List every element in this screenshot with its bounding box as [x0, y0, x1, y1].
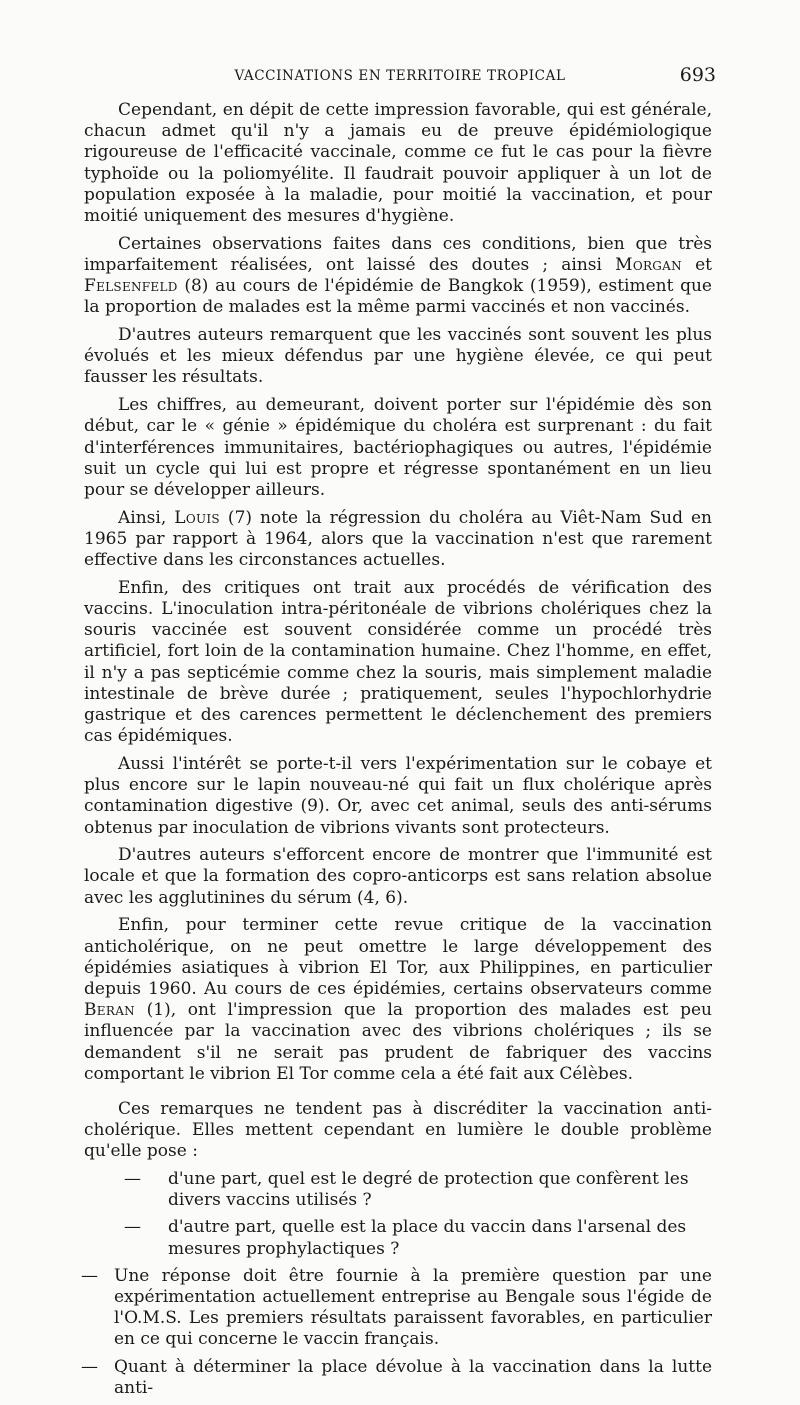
paragraph: Ces remarques ne tendent pas à discréditer la vaccination anti-cholérique. Elles mettent cependant en lumière le double problème qu'elle pose :: [84, 1098, 712, 1162]
dash-marker: —: [81, 1265, 98, 1286]
paragraph: D'autres auteurs s'efforcent encore de montrer que l'immunité est locale et que la formation des copro-anticorps est sans relation absolue avec les agglutinines du sérum (4, 6).: [84, 845, 712, 908]
list-item-text: d'une part, quel est le degré de protection que confèrent les divers vaccins utilisés ?: [168, 1169, 689, 1211]
list-item: [81, 1266, 712, 1351]
text-span: (8) au cours de l'épidémie de Bangkok (1959), estiment que la proportion de malades est la même parmi vaccinés et non vaccinés.: [84, 276, 712, 318]
list-item: [124, 1217, 712, 1259]
text-span: Enfin, pour terminer cette revue critique de la vaccination anticholérique, on ne peut omettre le large développement des épidémies asiatiques à vibrion El Tor, aux Philippines, en particulier depuis 1960. Au cours de ces épidémies, certains observateurs comme: [84, 915, 712, 999]
paragraph: [84, 915, 712, 1085]
text-span: et: [681, 254, 712, 275]
page-number: 693: [679, 64, 716, 86]
dash-marker: —: [124, 1169, 141, 1190]
author-name: Felsenfeld: [84, 276, 178, 297]
list-item-text: Quant à déterminer la place dévolue à la vaccination dans la lutte anti-: [114, 1356, 712, 1398]
paragraph: Cependant, en dépit de cette impression favorable, qui est générale, chacun admet qu'il n'y a jamais eu de preuve épidémiologique rigoureuse de l'efficacité vaccinale, comme ce fut le cas pour la fièvre typhoïde ou la poliomyélite. Il faudrait pouvoir appliquer à un lot de population exposée à la maladie, pour moitié la vaccination, et pour moitié uniquement des mesures d'hygiène.: [84, 100, 712, 227]
author-name: Louis: [174, 507, 220, 528]
list-item-text: Une réponse doit être fournie à la première question par une expérimentation actuellement entreprise au Bengale sous l'égide de l'O.M.S. Les premiers résultats paraissent favorables, en particulier en ce qui concerne le vaccin français.: [114, 1265, 712, 1350]
author-name: Morgan: [615, 254, 682, 275]
text-span: Certaines observations faites dans ces conditions, bien que très imparfaitement réalisées, ont laissé des doutes ; ainsi: [84, 233, 712, 275]
text-span: (1), ont l'impression que la proportion des malades est peu influencée par la vaccination avec des vibrions cholériques ; ils se demandent s'il ne serait pas prudent de fabriquer des vaccins comportant le vibrion El Tor comme cela a été fait aux Célèbes.: [84, 1000, 712, 1084]
paragraph: D'autres auteurs remarquent que les vaccinés sont souvent les plus évolués et les mieux défendus par une hygiène élevée, ce qui peut fausser les résultats.: [84, 325, 712, 388]
paragraph: Enfin, des critiques ont trait aux procédés de vérification des vaccins. L'inoculation intra-péritonéale de vibrions cholériques chez la souris vaccinée est souvent considérée comme un procédé très artificiel, fort loin de la contamination humaine. Chez l'homme, en effet, il n'y a pas septicémie comme chez la souris, mais simplement maladie intestinale de brève durée ; pratiquement, seules l'hypochlorhydrie gastrique et des carences permettent le déclenchement des premiers cas épidémiques.: [84, 577, 712, 747]
paragraph: [84, 234, 712, 319]
text-span: (7) note la régression du choléra au Viêt-Nam Sud en 1965 par rapport à 1964, alors que la vaccination n'est que rarement effective dans les circonstances actuelles.: [84, 507, 712, 571]
body-text: [81, 100, 712, 1405]
running-title: VACCINATIONS EN TERRITOIRE TROPICAL: [234, 68, 566, 84]
paragraph: [84, 508, 712, 572]
paragraph: Les chiffres, au demeurant, doivent porter sur l'épidémie dès son début, car le « génie » épidémique du choléra est surprenant : du fait d'interférences immunitaires, bactériophagiques ou autres, l'épidémie suit un cycle qui lui est propre et régresse spontanément en un lieu pour se développer ailleurs.: [84, 395, 712, 500]
dash-marker: —: [124, 1217, 141, 1238]
list-item-text: d'autre part, quelle est la place du vaccin dans l'arsenal des mesures prophylactiques ?: [168, 1217, 687, 1259]
dash-marker: —: [81, 1356, 98, 1377]
text-span: Ainsi,: [118, 507, 175, 528]
paragraph: Aussi l'intérêt se porte-t-il vers l'expérimentation sur le cobaye et plus encore sur le lapin nouveau-né qui fait un flux cholérique après contamination digestive (9). Or, avec cet animal, seuls des anti-sérums obtenus par inoculation de vibrions vivants sont protecteurs.: [84, 753, 712, 838]
list-item: [124, 1169, 712, 1211]
list-item: [81, 1357, 712, 1399]
page-header: [84, 64, 716, 88]
author-name: Beran: [84, 1000, 135, 1021]
